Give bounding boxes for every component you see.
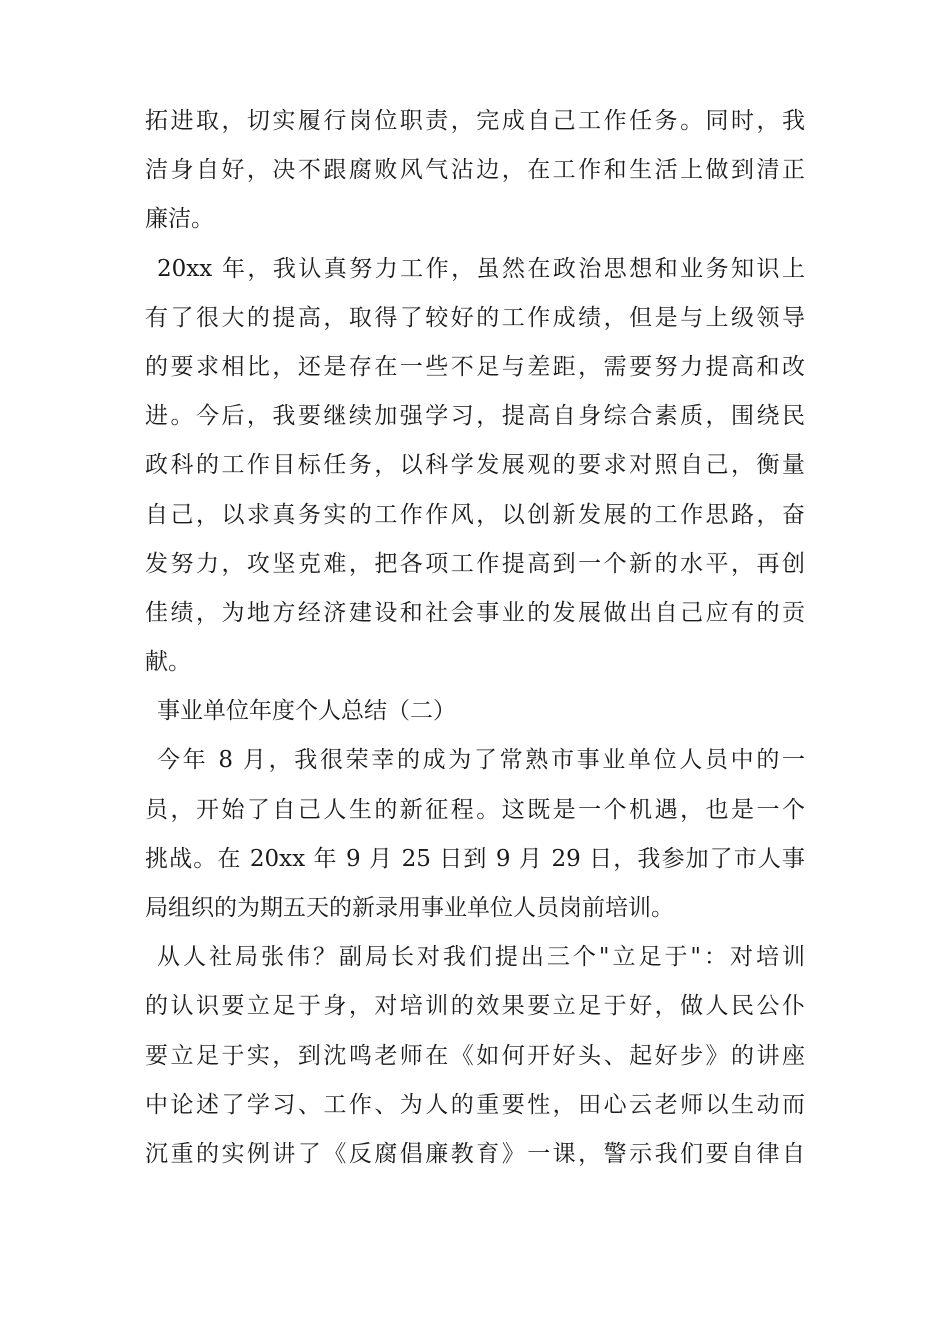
text-line: 拓进取，切实履行岗位职责，完成自己工作任务。同时，我 bbox=[145, 108, 805, 134]
document-body bbox=[145, 97, 805, 1179]
text-line: 员，开始了自己人生的新征程。这既是一个机遇，也是一个 bbox=[145, 796, 805, 823]
text-line: 从人社局张伟？副局长对我们提出三个"立足于"：对培训 bbox=[157, 944, 805, 971]
text-line: 洁身自好，决不跟腐败风气沾边，在工作和生活上做到清正 bbox=[145, 157, 805, 184]
text-line: 沉重的实例讲了《反腐倡廉教育》一课，警示我们要自律自 bbox=[145, 1140, 805, 1167]
text-line: 廉洁。 bbox=[145, 206, 214, 233]
text-line: 有了很大的提高，取得了较好的工作成绩，但是与上级领导 bbox=[145, 304, 805, 331]
text-line: 的要求相比，还是存在一些不足与差距，需要努力提高和改 bbox=[145, 353, 805, 380]
text-line: 献。 bbox=[145, 649, 191, 676]
text-line: 政科的工作目标任务，以科学发展观的要求对照自己，衡量 bbox=[145, 452, 805, 479]
text-line: 局组织的为期五天的新录用事业单位人员岗前培训。 bbox=[145, 895, 674, 921]
text-line: 自己，以求真务实的工作作风，以创新发展的工作思路，奋 bbox=[145, 501, 805, 528]
text-line: 今年 8 月，我很荣幸的成为了常熟市事业单位人员中的一 bbox=[157, 747, 805, 774]
text-line: 中论述了学习、工作、为人的重要性，田心云老师以生动而 bbox=[145, 1091, 805, 1118]
text-line: 事业单位年度个人总结（二） bbox=[157, 698, 456, 725]
text-line: 20xx 年，我认真努力工作，虽然在政治思想和业务知识上 bbox=[157, 255, 805, 282]
text-line: 挑战。在 20xx 年 9 月 25 日到 9 月 29 日，我参加了市人事 bbox=[145, 845, 805, 872]
text-line: 的认识要立足于身，对培训的效果要立足于好，做人民公仆 bbox=[145, 993, 805, 1020]
text-line: 要立足于实，到沈鸣老师在《如何开好头、起好步》的讲座 bbox=[145, 1042, 805, 1069]
text-line: 发努力，攻坚克难，把各项工作提高到一个新的水平，再创 bbox=[145, 550, 805, 577]
text-line: 进。今后，我要继续加强学习，提高自身综合素质，围绕民 bbox=[145, 403, 805, 430]
text-line: 佳绩，为地方经济建设和社会事业的发展做出自己应有的贡 bbox=[145, 599, 805, 626]
